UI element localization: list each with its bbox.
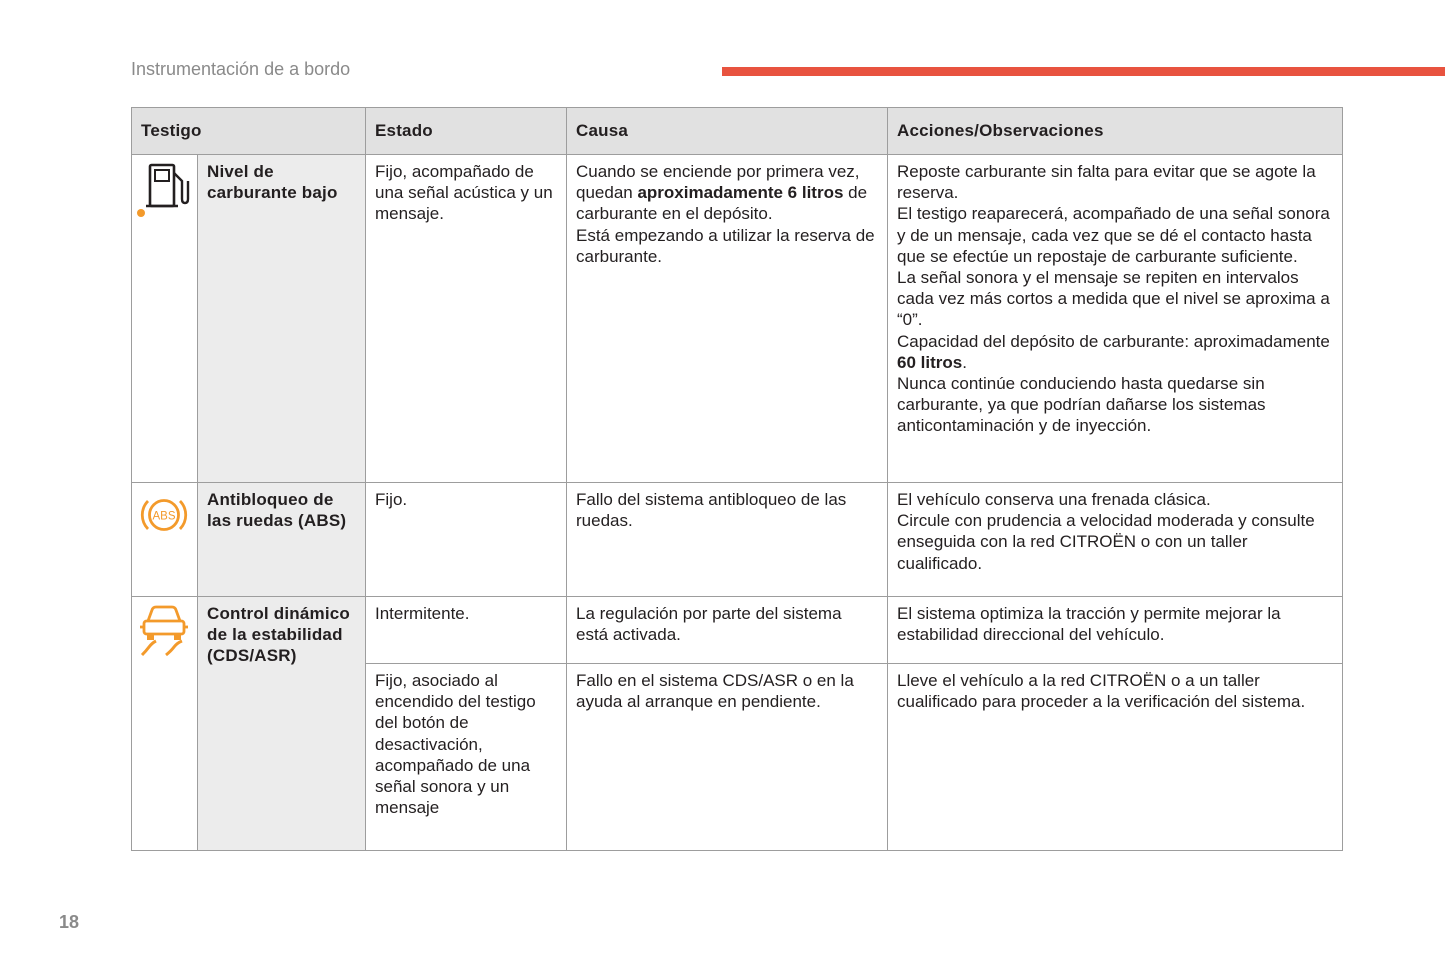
fuel-acc-5: Nunca continúe conduciendo hasta quedarse sin carburante, ya que podrían dañarse los sistemas anticontaminación y de inyección. bbox=[897, 374, 1266, 436]
fuel-name-cell bbox=[198, 155, 366, 483]
fuel-acciones-cell bbox=[888, 155, 1343, 483]
table-row-fuel bbox=[132, 155, 1343, 483]
abs-acc-2: Circule con prudencia a velocidad moderada y consulte enseguida con la red CITROËN o con un taller cualificado. bbox=[897, 511, 1315, 573]
cds-name-cell bbox=[198, 597, 366, 851]
cds-2-estado-cell bbox=[366, 664, 567, 851]
abs-name-cell bbox=[198, 483, 366, 597]
fuel-estado-cell bbox=[366, 155, 567, 483]
section-title: Instrumentación de a bordo bbox=[131, 59, 351, 79]
cds-2-acciones-cell bbox=[888, 664, 1343, 851]
fuel-pump-icon bbox=[140, 161, 190, 216]
cds-2-estado: Fijo, asociado al encendido del testigo del botón de desactivación, acompañado de una señal sonora y un mensaje bbox=[375, 671, 536, 818]
cds-1-acciones-cell bbox=[888, 597, 1343, 664]
abs-causa-cell bbox=[567, 483, 888, 597]
abs-warning-icon bbox=[138, 493, 190, 542]
warning-lights-table bbox=[131, 107, 1343, 851]
abs-icon-text: ABS bbox=[152, 510, 176, 523]
fuel-acc-4: Capacidad del depósito de carburante: aproximadamente bbox=[897, 331, 1330, 351]
cds-name: Control dinámico de la estabilidad (CDS/ASR) bbox=[207, 604, 350, 666]
fuel-acc-4-bold: 60 litros bbox=[897, 352, 963, 372]
cds-1-acciones: El sistema optimiza la tracción y permite mejorar la estabilidad direccional del vehículo. bbox=[897, 604, 1281, 645]
header-causa: Causa bbox=[567, 108, 888, 155]
fuel-acc-3: La señal sonora y el mensaje se repiten en intervalos cada vez más cortos a medida que el nivel se aproxima a “0”. bbox=[897, 268, 1330, 330]
header-estado: Estado bbox=[366, 108, 567, 155]
table-header-row bbox=[132, 108, 1343, 155]
abs-acc-1: El vehículo conserva una frenada clásica. bbox=[897, 490, 1211, 509]
fuel-causa-cell bbox=[567, 155, 888, 483]
fuel-causa-bold: aproximadamente 6 litros bbox=[637, 183, 844, 203]
abs-acciones bbox=[888, 483, 1342, 582]
fuel-name: Nivel de carburante bajo bbox=[207, 162, 338, 203]
abs-acciones-cell bbox=[888, 483, 1343, 597]
abs-name: Antibloqueo de las ruedas (ABS) bbox=[207, 490, 347, 531]
cds-icon-cell bbox=[132, 597, 198, 851]
page-number: 18 bbox=[59, 912, 80, 932]
orange-indicator-dot bbox=[137, 209, 145, 217]
fuel-acc-2: El testigo reaparecerá, acompañado de una señal sonora y de un mensaje, cada vez que se dé el contacto hasta que se efectúe un repostaje de carburante suficiente. bbox=[897, 204, 1330, 266]
header-testigo: Testigo bbox=[132, 108, 366, 155]
fuel-estado: Fijo, acompañado de una señal acústica y un mensaje. bbox=[375, 162, 553, 224]
fuel-acc-1: Reposte carburante sin falta para evitar que se agote la reserva. bbox=[897, 162, 1316, 203]
table-row-cds-1 bbox=[132, 597, 1343, 664]
abs-estado-cell bbox=[366, 483, 567, 597]
cds-1-estado: Intermitente. bbox=[375, 604, 470, 623]
fuel-causa-text-2: de carburante en el depósito. bbox=[576, 183, 868, 224]
cds-1-causa: La regulación por parte del sistema está activada. bbox=[576, 604, 842, 645]
cds-1-causa-cell bbox=[567, 597, 888, 664]
fuel-causa-text-1: Cuando se enciende por primera vez, quedan bbox=[576, 162, 860, 203]
abs-causa: Fallo del sistema antibloqueo de las ruedas. bbox=[576, 490, 847, 531]
fuel-causa bbox=[567, 155, 887, 275]
cds-2-acciones: Lleve el vehículo a la red CITROËN o a un taller cualificado para proceder a la verificación del sistema. bbox=[897, 671, 1306, 712]
cds-1-estado-cell bbox=[366, 597, 567, 664]
fuel-icon-cell bbox=[132, 155, 198, 483]
fuel-acc-4-end: . bbox=[962, 352, 967, 372]
stability-control-icon bbox=[139, 603, 189, 662]
cds-2-causa-cell bbox=[567, 664, 888, 851]
accent-bar bbox=[722, 67, 1445, 76]
header-acciones: Acciones/Observaciones bbox=[888, 108, 1343, 155]
fuel-causa-text-3: Está empezando a utilizar la reserva de carburante. bbox=[576, 225, 875, 266]
abs-estado: Fijo. bbox=[375, 490, 408, 509]
table-row-abs bbox=[132, 483, 1343, 597]
abs-icon-cell bbox=[132, 483, 198, 597]
cds-2-causa: Fallo en el sistema CDS/ASR o en la ayuda al arranque en pendiente. bbox=[576, 671, 854, 712]
fuel-acciones bbox=[888, 155, 1342, 445]
